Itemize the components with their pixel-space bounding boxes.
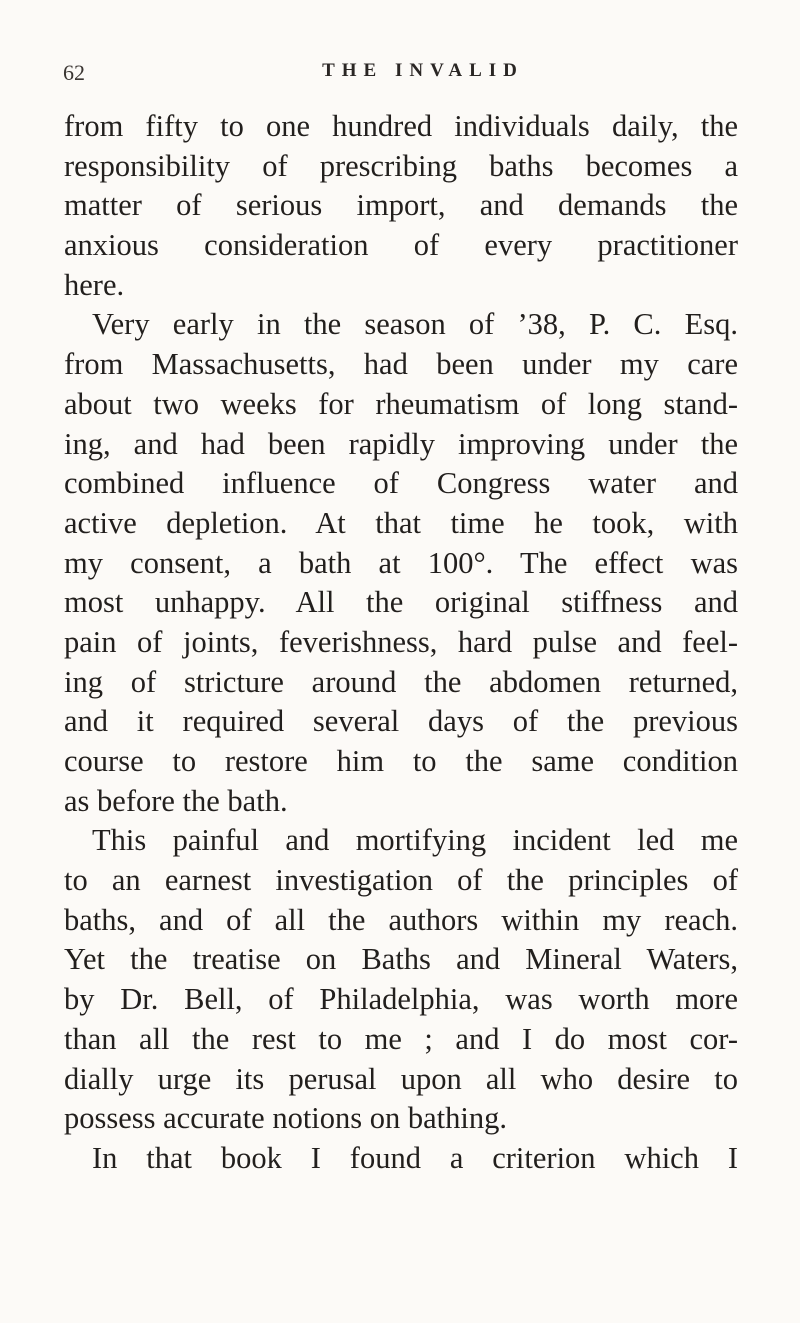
text-line: active depletion. At that time he took, with bbox=[64, 505, 738, 540]
text-line: ing, and had been rapidly improving under the bbox=[64, 426, 738, 461]
text-line: baths, and of all the authors within my reach. bbox=[64, 902, 738, 937]
text-line: to an earnest investigation of the principles of bbox=[64, 863, 738, 898]
text-line: possess accurate notions on bathing. bbox=[64, 1101, 508, 1136]
text-line: and it required several days of the previous bbox=[64, 704, 738, 739]
text-line: pain of joints, feverishness, hard pulse and feel- bbox=[64, 624, 738, 659]
text-line: here. bbox=[64, 267, 125, 302]
paragraph-start-line: Very early in the season of ’38, P. C. Esq. bbox=[92, 307, 738, 342]
text-line: responsibility of prescribing baths becomes a bbox=[64, 148, 738, 183]
text-line: about two weeks for rheumatism of long stand- bbox=[64, 386, 738, 421]
text-line: than all the rest to me ; and I do most cor- bbox=[64, 1021, 738, 1056]
text-line: ing of stricture around the abdomen returned, bbox=[64, 664, 738, 699]
paragraph-start-line: In that book I found a criterion which I bbox=[92, 1140, 738, 1175]
text-line: anxious consideration of every practitioner bbox=[64, 228, 738, 263]
text-line: by Dr. Bell, of Philadelphia, was worth more bbox=[64, 982, 738, 1017]
text-line: as before the bath. bbox=[64, 783, 288, 818]
text-line: most unhappy. All the original stiffness and bbox=[64, 585, 738, 620]
paragraph-start-line: This painful and mortifying incident led me bbox=[92, 823, 738, 858]
page-number: 62 bbox=[63, 60, 85, 85]
text-line: dially urge its perusal upon all who desire to bbox=[64, 1061, 738, 1096]
text-line: matter of serious import, and demands the bbox=[64, 188, 738, 223]
text-line: from fifty to one hundred individuals daily, the bbox=[64, 109, 738, 143]
text-line: combined influence of Congress water and bbox=[64, 466, 738, 501]
text-line: from Massachusetts, had been under my care bbox=[64, 347, 738, 382]
text-line: Yet the treatise on Baths and Mineral Waters, bbox=[64, 942, 738, 977]
body-text bbox=[64, 107, 738, 1179]
text-line: my consent, a bath at 100°. The effect was bbox=[64, 545, 738, 580]
running-title: THE INVALID bbox=[322, 60, 524, 81]
running-head bbox=[63, 60, 733, 92]
text-line: course to restore him to the same condition bbox=[64, 744, 738, 778]
